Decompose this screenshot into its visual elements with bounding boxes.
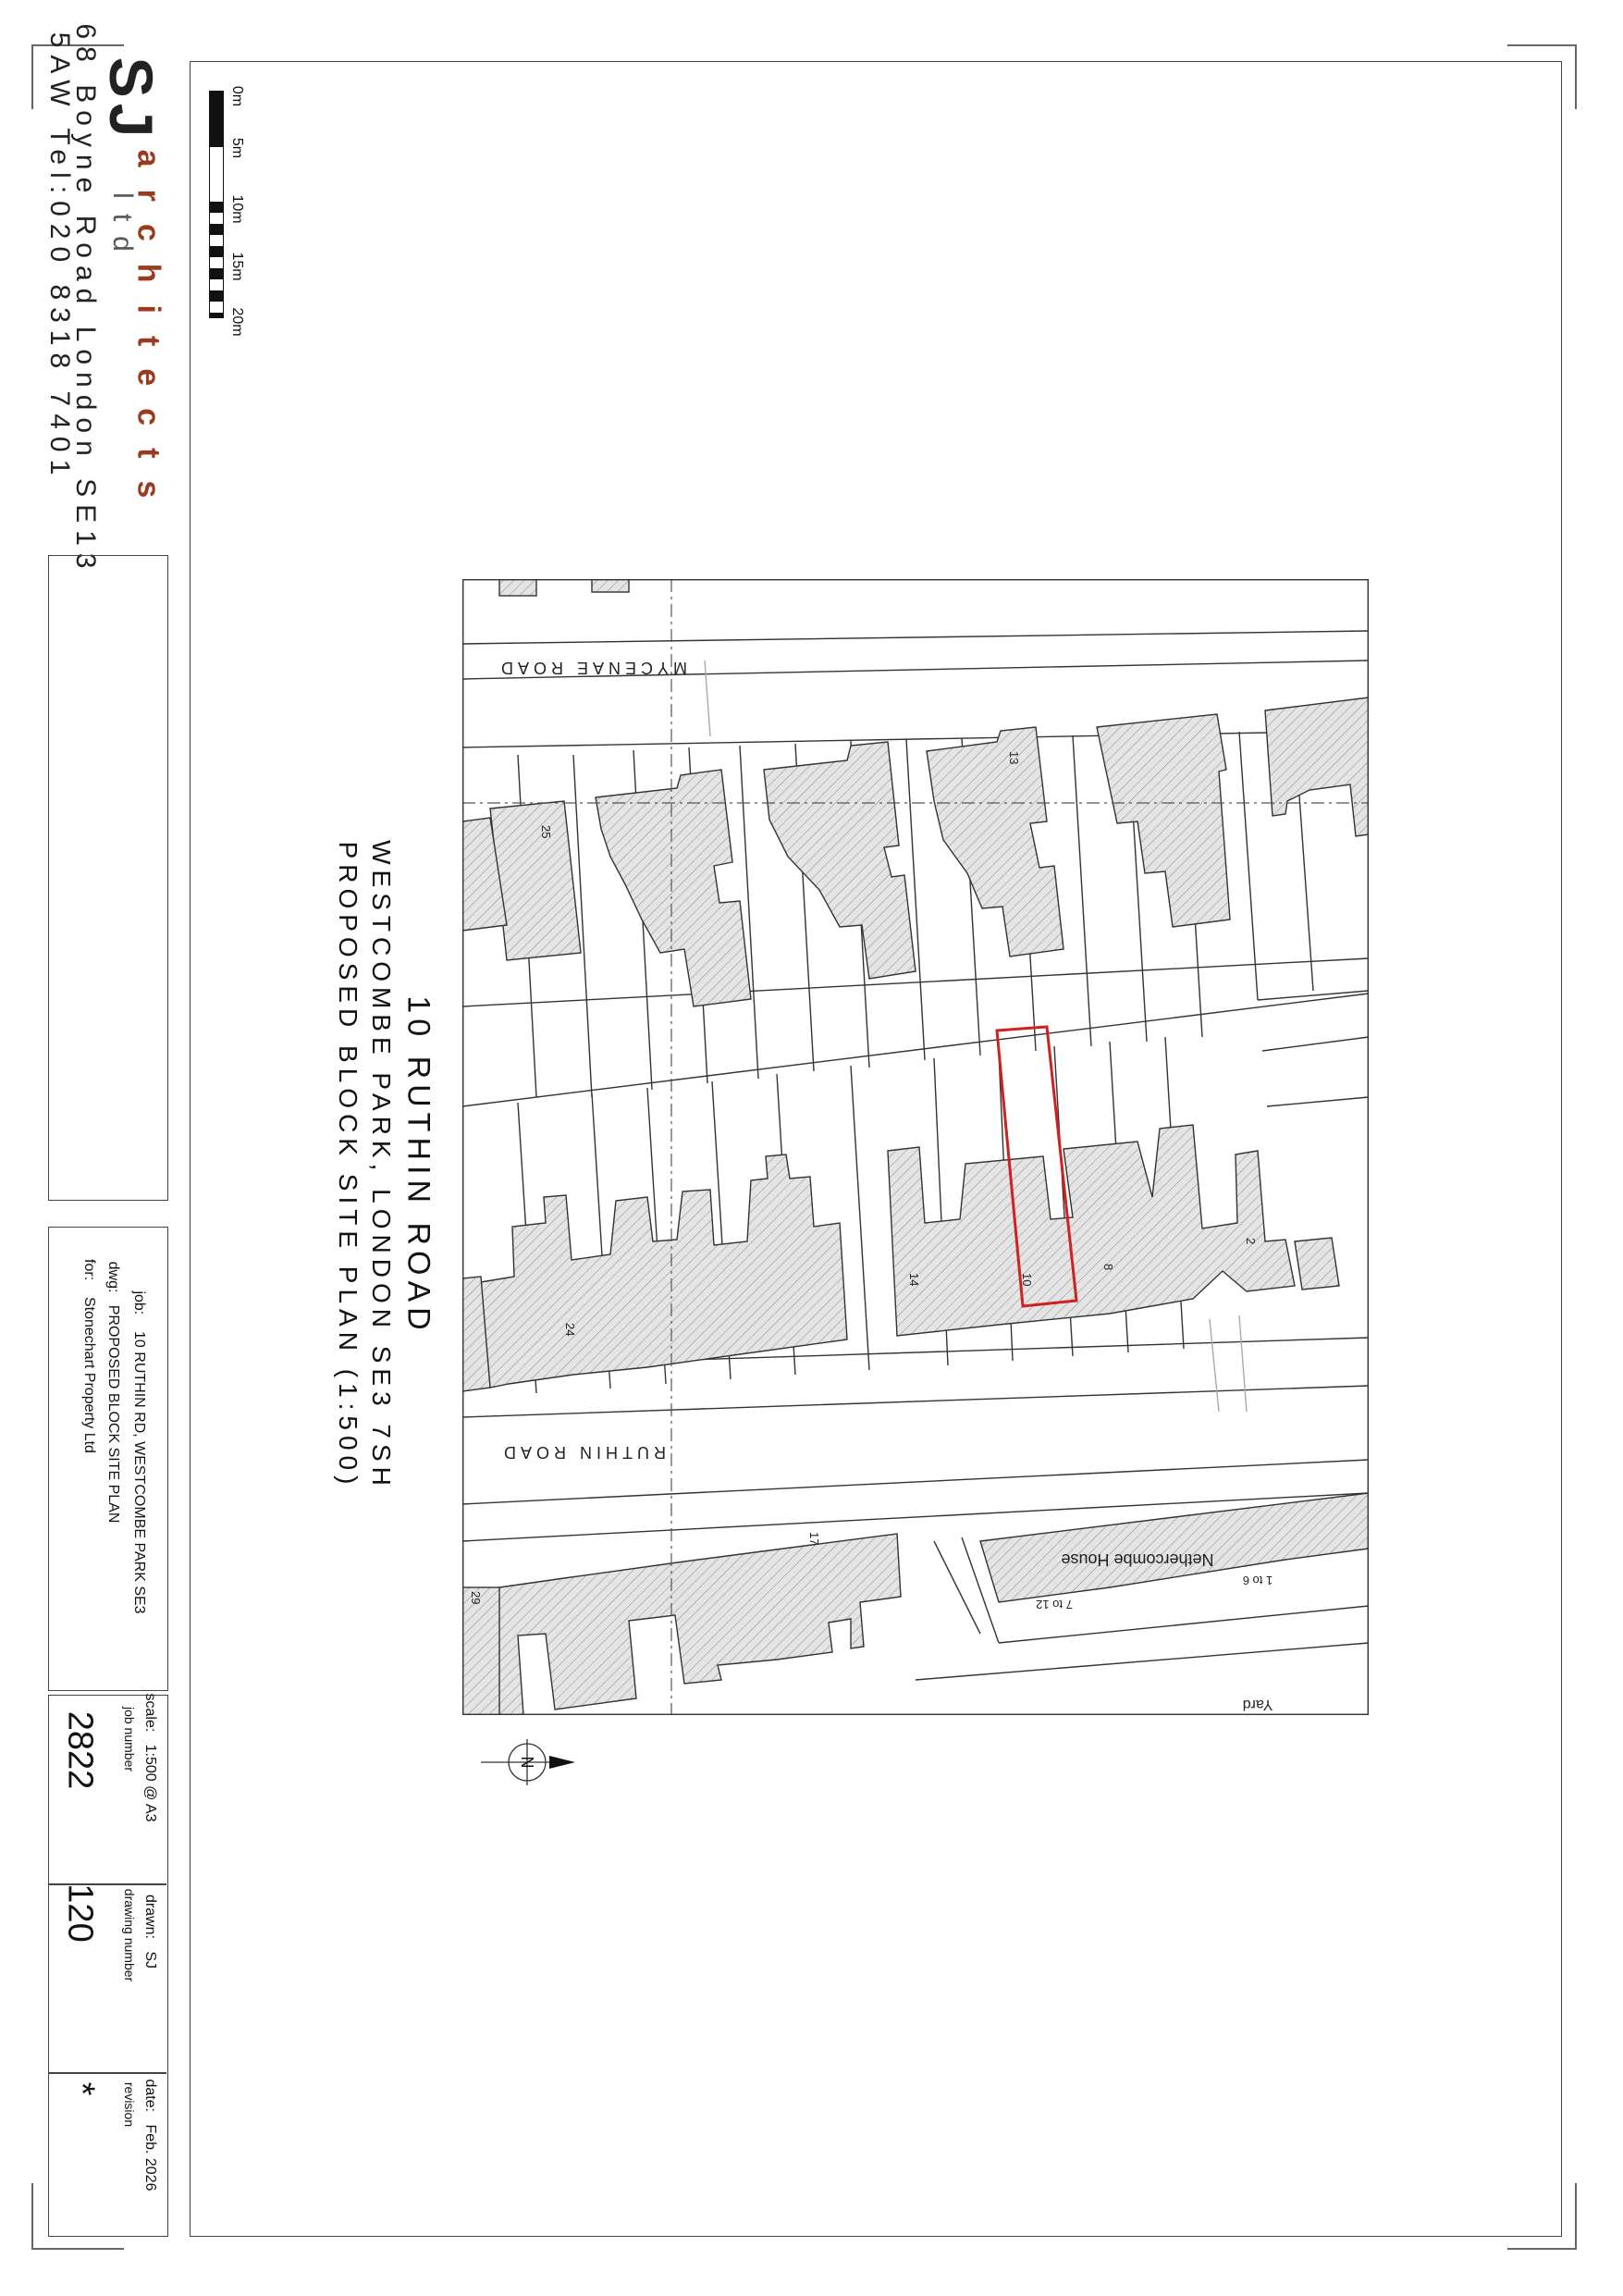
road-edge [462,631,1369,644]
logo-word: architects [130,149,166,521]
drawing-subtitle-address: WESTCOMBE PARK, LONDON SE3 7SH [367,840,396,1491]
house-number-25: 25 [539,825,553,839]
date-label: date: [142,2079,158,2113]
house-number-8: 8 [1101,1264,1115,1271]
north-letter: N [518,1756,536,1769]
logo-suffix: ltd [107,192,138,266]
scale-bar [209,91,224,318]
revision-value: * [62,2081,102,2096]
job-value: 10 RUTHIN RD, WESTCOMBE PARK SE3 [131,1331,147,1614]
road-label-mycenae: MYCENAE ROAD [496,659,688,677]
house-number-14: 14 [907,1273,921,1287]
house-number-10: 10 [1020,1273,1034,1287]
drawn-label: drawn: [142,1894,158,1940]
scale-label-5m: 5m [229,137,245,159]
house-13 [927,727,1064,957]
for-value: Stonechart Property Ltd [81,1296,97,1453]
scale-label-0m: 0m [229,85,245,107]
logo-initials: SJ [97,56,166,143]
north-arrow [481,1730,583,1795]
drawing-title: 10 RUTHIN ROAD [400,995,436,1336]
road-label-yard: Yard [1242,1697,1273,1712]
house-25 [490,801,581,960]
house-block [1295,1238,1339,1290]
block-range-a: 7 to 12 [1036,1598,1073,1611]
address-line-1: 68 Boyne Road London SE13 [70,23,101,576]
road-edge [462,1460,1369,1504]
house-number-29: 29 [469,1591,483,1605]
for-label: for: [81,1259,97,1281]
service-line [705,660,710,736]
road-label-ruthin: RUTHIN ROAD [499,1443,666,1462]
dwg-value: PROPOSED BLOCK SITE PLAN [105,1304,121,1524]
date-line [141,2080,158,2191]
scale-label-15m: 15m [229,252,245,281]
house-24 [481,1154,847,1388]
job-line [130,1290,147,1613]
site-plan-map [462,579,1369,1715]
house-14 [888,1125,1295,1336]
job-number-label: job number [122,1706,137,1772]
north-arrow-head-icon [549,1756,575,1769]
crop-mark [1507,2248,1577,2250]
rear-boundary [462,958,1369,1006]
dwg-label: dwg: [105,1261,121,1293]
scale-value: 1:500 @ A3 [142,1744,158,1822]
block-range-b: 1 to 6 [1242,1574,1273,1587]
house-29 [462,1587,499,1715]
revision-label: revision [122,2081,137,2128]
rear-boundary [462,994,1369,1106]
crop-mark [1575,2183,1577,2250]
scale-line [141,1694,158,1822]
road-edge [916,1643,1369,1680]
scale-bar-outline [209,91,224,318]
address-line-2: 5AW Tel:020 8318 7401 [44,31,75,483]
drawn-line [141,1895,158,1969]
house-block [499,579,536,596]
service-line [1210,1319,1219,1412]
house-number-13: 13 [1007,751,1021,765]
scale-label-10m: 10m [229,194,245,224]
crop-mark [31,2248,124,2250]
house-block [1265,697,1369,836]
yard-edge [934,1541,980,1634]
drawing-number-label: drawing number [122,1888,137,1982]
house-block [592,579,629,592]
crop-mark [31,2183,33,2250]
dwg-line [105,1262,121,1524]
drawn-value: SJ [142,1951,158,1969]
house-number-24: 24 [563,1323,577,1337]
drawing-subtitle-plan: PROPOSED BLOCK SITE PLAN (1:500) [334,841,363,1490]
road-edge [462,731,1369,747]
crop-mark [1575,44,1577,109]
nethercombe-house [980,1493,1369,1602]
house-block [1097,714,1230,927]
title-block-divider [48,2072,166,2074]
crop-mark [1507,44,1577,46]
service-line [1239,1315,1247,1412]
house-block [764,742,916,979]
for-line [80,1259,97,1453]
block-name: Nethercombe House [1061,1550,1214,1569]
house-block [596,770,751,1006]
job-label: job: [131,1290,147,1315]
scale-label: scale: [142,1693,158,1733]
job-number: 2822 [60,1710,100,1790]
crop-mark [31,44,33,109]
house-number-17: 17 [807,1532,821,1546]
drawing-number: 120 [60,1883,100,1943]
notes-box [48,555,168,1201]
road-edge [462,1386,1369,1417]
house-number-2: 2 [1244,1238,1258,1245]
scale-label-20m: 20m [229,307,245,337]
house-17 [481,1534,901,1715]
date-value: Feb. 2026 [142,2124,158,2191]
